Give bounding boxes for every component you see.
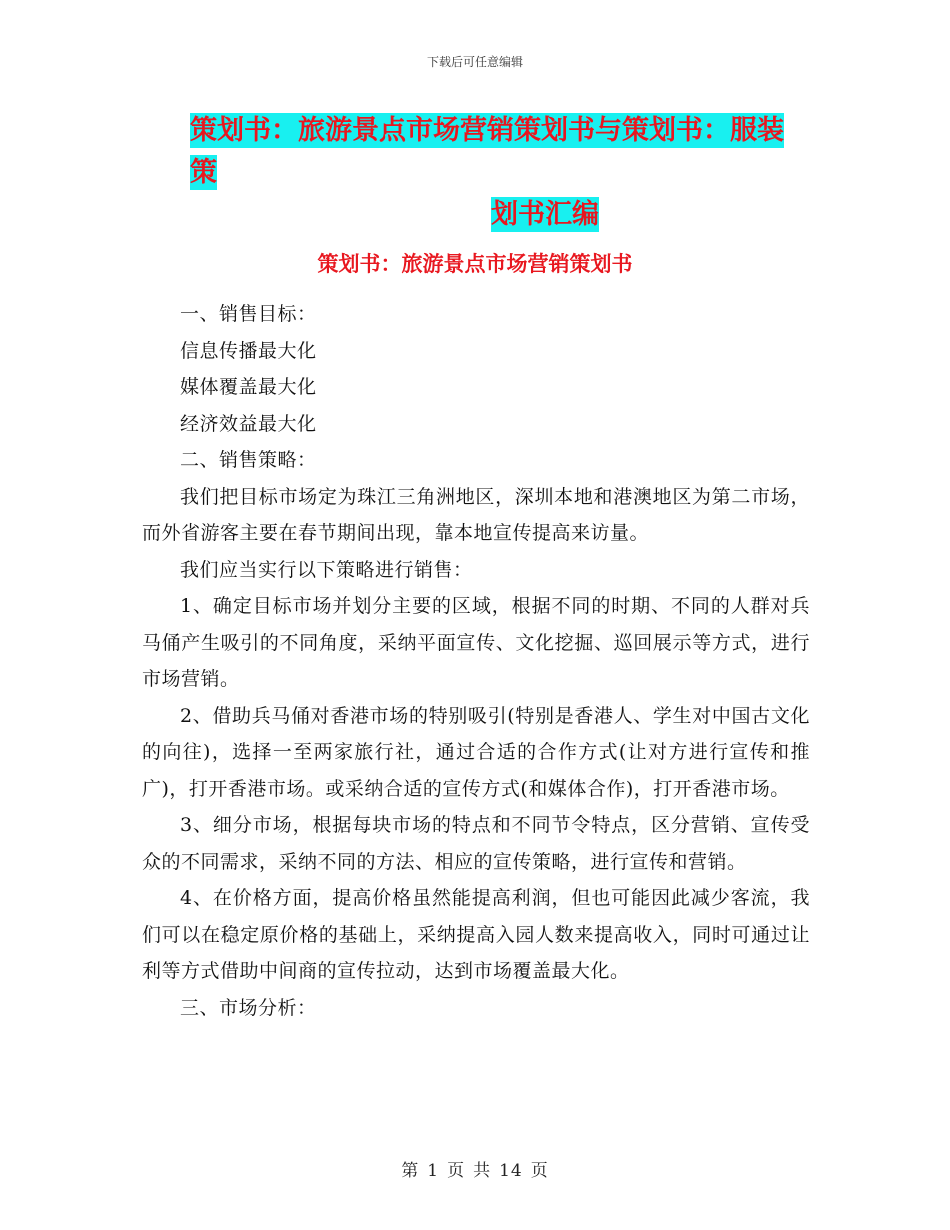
paragraph: 媒体覆盖最大化: [180, 376, 317, 398]
section-title: 策划书：旅游景点市场营销策划书: [317, 252, 633, 276]
paragraph: 信息传播最大化: [180, 339, 317, 362]
document-title: [190, 110, 810, 236]
paragraph: 三、市场分析：: [180, 996, 317, 1019]
footer-page-mid: 页: [447, 1161, 466, 1181]
document-title-line-2: 划书汇编: [491, 199, 599, 230]
paragraph: 3、细分市场，根据每块市场的特点和不同节令特点，区分营销、宣传受众的不同需求，采纳不同的方法、相应的宣传策略，进行宣传和营销。: [142, 814, 810, 873]
paragraph: 2、借助兵马俑对香港市场的特别吸引(特别是香港人、学生对中国古文化的向往)，选择一至两家旅行社，通过合适的合作方式(让对方进行宣传和推广)，打开香港市场。或采纳合适的宣传方式(和媒体合作)，打开香港市场。: [142, 704, 810, 800]
paragraph: 我们应当实行以下策略进行销售：: [180, 558, 473, 581]
document-title-line-1: 策划书：旅游景点市场营销策划书与策划书：服装策: [190, 115, 784, 188]
paragraph: 我们把目标市场定为珠江三角洲地区，深圳本地和港澳地区为第二市场，而外省游客主要在春节期间出现，靠本地宣传提高来访量。: [142, 485, 810, 544]
paragraph: 1、确定目标市场并划分主要的区域，根据不同的时期、不同的人群对兵马俑产生吸引的不同角度，采纳平面宣传、文化挖掘、巡回展示等方式，进行市场营销。: [142, 595, 810, 690]
paragraph: 经济效益最大化: [180, 412, 317, 435]
paragraph: 一、销售目标：: [180, 303, 317, 325]
paragraph: 4、在价格方面，提高价格虽然能提高利润，但也可能因此减少客流，我们可以在稳定原价格的基础上，采纳提高入园人数来提高收入，同时可通过让利等方式借助中间商的宣传拉动，达到市场覆盖最大化。: [142, 887, 810, 982]
header-note: 下载后可任意编辑: [426, 55, 523, 69]
document-body: [142, 296, 810, 1026]
footer-page-number: 1: [427, 1161, 440, 1181]
footer-total-label: 共: [473, 1161, 492, 1181]
footer-total-pages: 14: [499, 1161, 523, 1181]
footer-page-prefix: 第: [401, 1161, 420, 1181]
page-footer: [0, 1156, 950, 1181]
paragraph: 二、销售策略：: [180, 449, 317, 471]
footer-page-suffix: 页: [530, 1161, 549, 1181]
